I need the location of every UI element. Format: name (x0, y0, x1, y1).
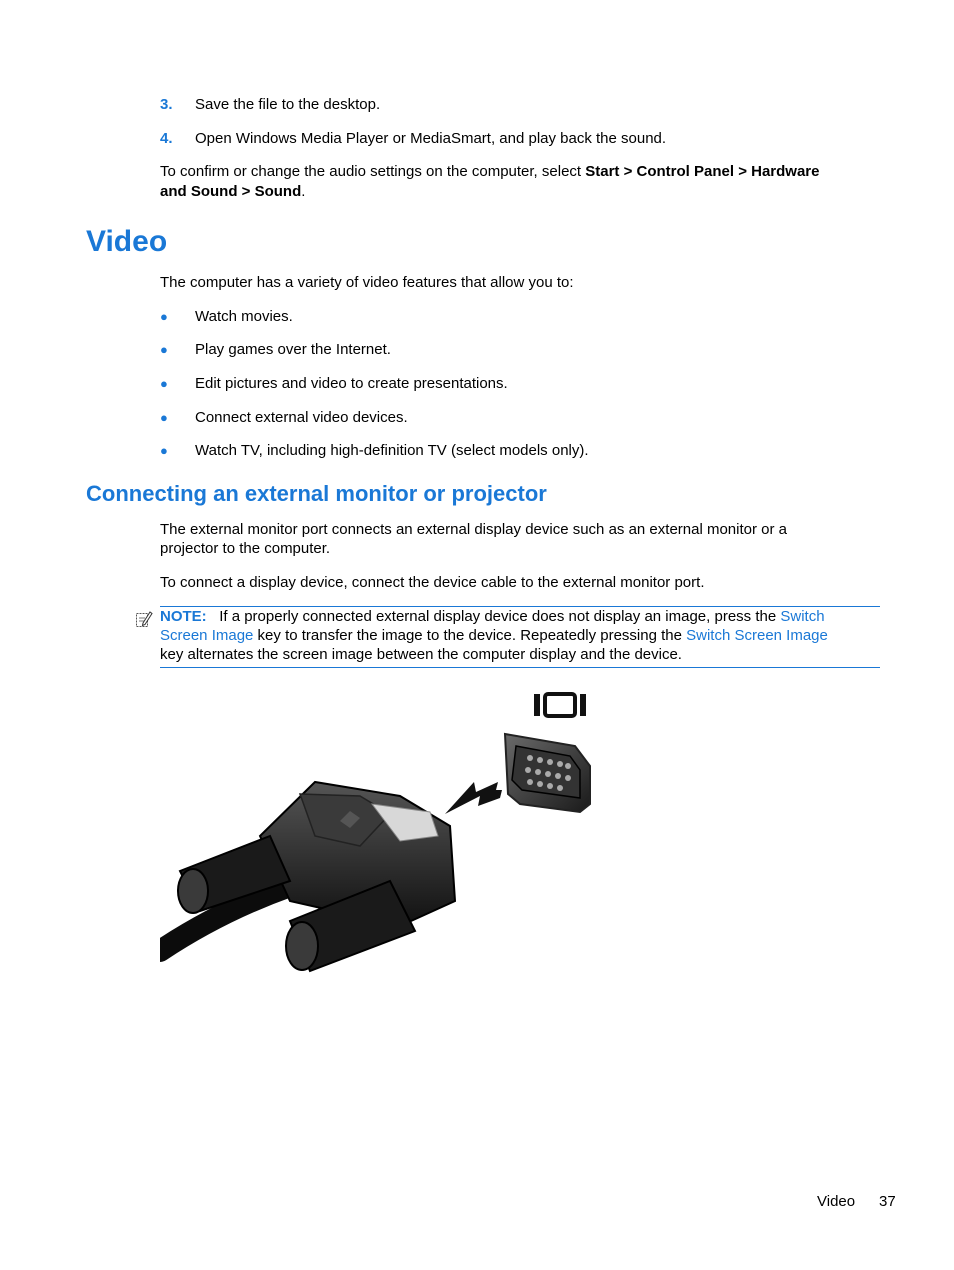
switch-screen-image-link[interactable]: Switch (780, 608, 825, 625)
note-label: NOTE: (160, 608, 207, 625)
bullet-dot: ● (160, 410, 168, 425)
page-number: 37 (879, 1193, 896, 1210)
step-3 (160, 95, 173, 114)
bullet-dot: ● (160, 443, 168, 458)
vga-connection-illustration (160, 686, 600, 986)
step-number: 3. (160, 96, 173, 113)
step-4 (160, 129, 173, 148)
external-monitor-port (505, 734, 590, 812)
monitor-paragraph-line2: projector to the computer. (160, 540, 331, 557)
list-item: Connect external video devices. (195, 409, 408, 426)
insert-arrow-icon (445, 782, 502, 814)
list-item: Edit pictures and video to create presentations. (195, 375, 508, 392)
switch-screen-image-link-2[interactable]: Switch Screen Image (686, 627, 828, 644)
monitor-paragraph-line1: The external monitor port connects an external display device such as an external monitor or a (160, 521, 787, 538)
step-3-text: Save the file to the desktop. (195, 96, 381, 113)
list-item: Watch movies. (195, 308, 293, 325)
monitor-port-icon (534, 694, 586, 716)
note-line1: NOTE: If a properly connected external display device does not display an image, press the Switch (160, 608, 825, 625)
intro-paragraph: The computer has a variety of video features that allow you to: (160, 274, 574, 291)
step-number: 4. (160, 130, 173, 147)
switch-screen-image-link-cont[interactable]: Screen Image (160, 627, 254, 644)
list-item: Watch TV, including high-definition TV (select models only). (195, 442, 589, 459)
bullet-dot: ● (160, 342, 168, 357)
note-line2: Screen Image key to transfer the image to the device. Repeatedly pressing the Switch Screen Image (160, 627, 828, 644)
section-title: Video (86, 225, 168, 258)
note-pencil-icon (135, 610, 153, 628)
audio-settings-paragraph-line2: and Sound > Sound. (160, 183, 306, 200)
menu-path-cont: and Sound > Sound (160, 183, 302, 200)
audio-settings-paragraph-line1: To confirm or change the audio settings on the computer, select Start > Control Panel > Hardware (160, 163, 820, 180)
note-line3: key alternates the screen image between the computer display and the device. (160, 646, 682, 663)
bullet-dot: ● (160, 309, 168, 324)
menu-path: Start > Control Panel > Hardware (585, 163, 820, 180)
connect-paragraph: To connect a display device, connect the device cable to the external monitor port. (160, 574, 705, 591)
bullet-dot: ● (160, 376, 168, 391)
step-4-text: Open Windows Media Player or MediaSmart, and play back the sound. (195, 130, 667, 147)
list-item: Play games over the Internet. (195, 341, 391, 358)
subsection-title: Connecting an external monitor or projector (86, 481, 547, 506)
footer-section: Video (817, 1193, 856, 1210)
